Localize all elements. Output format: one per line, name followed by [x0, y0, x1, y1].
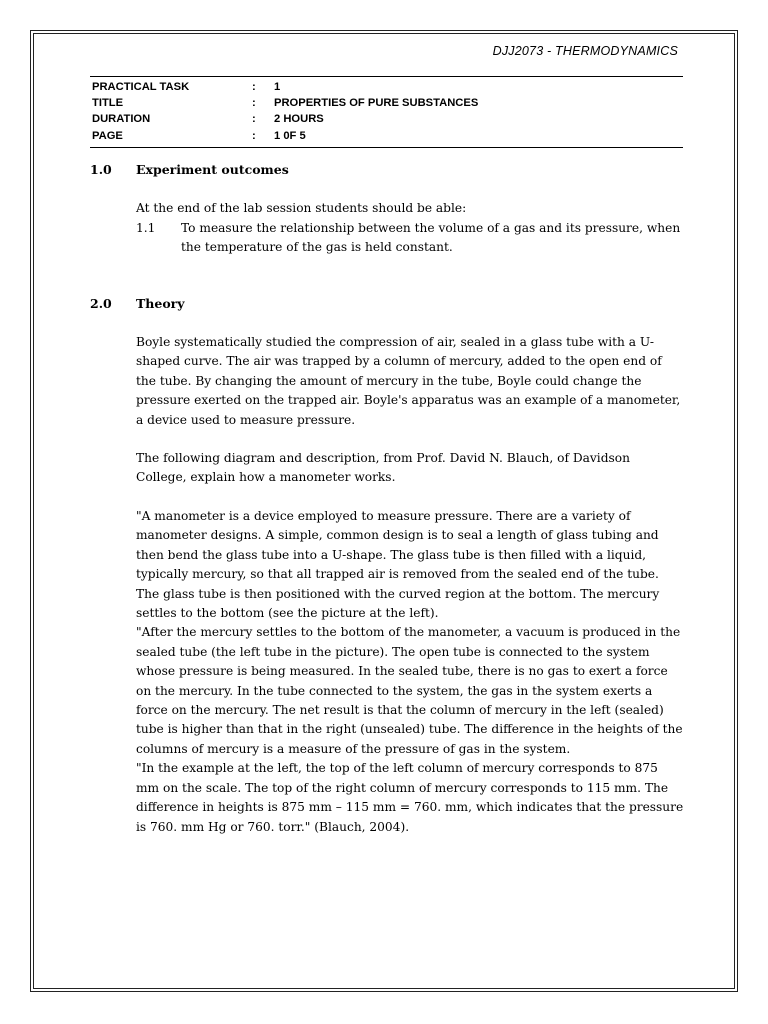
- info-sep: :: [252, 129, 256, 142]
- course-header: DJJ2073 - THERMODYNAMICS: [492, 44, 678, 58]
- quote-paragraph-2: "After the mercury settles to the bottom of the manometer, a vacuum is produced in the sealed tube (the left tube in the picture). The open tube is connected to the system whose pressure is being measured. In the sealed tube, there is no gas to exert a force on the mercury. In the tube connected to the system, the gas in the system exerts a force on the mercury. The net result is that the column of mercury in the left (sealed) tube is higher than that in the right (unsealed) tube. The difference in the heights of the columns of mercury is a measure of the pressure of gas in the system.: [136, 625, 683, 756]
- section-number: 2.0: [90, 296, 112, 311]
- outcome-text: To measure the relationship between the volume of a gas and its pressure, when the temperature of the gas is held constant.: [181, 221, 681, 255]
- header-rule-top: [90, 76, 683, 77]
- theory-paragraph-2: [136, 449, 684, 488]
- info-label: PRACTICAL TASK: [92, 81, 190, 93]
- header-rule-bottom: [90, 147, 683, 148]
- info-row-page: [92, 128, 478, 144]
- info-label: DURATION: [92, 113, 151, 126]
- info-value: 1: [274, 81, 281, 93]
- quote-paragraph-3: "In the example at the left, the top of the left column of mercury corresponds to 875 mm on the scale. The top of the right column of mercury corresponds to 115 mm. The difference in heights is 875 mm – 115 mm = 760. mm, which indicates that the pressure is 760. mm Hg or 760. torr." (Blauch, 2004).: [136, 761, 684, 834]
- theory-paragraph-1: [136, 333, 684, 430]
- section-title: Experiment outcomes: [136, 162, 289, 177]
- outcomes-intro: [136, 199, 684, 218]
- section-title: Theory: [136, 296, 185, 311]
- info-row-duration: [92, 111, 478, 127]
- info-sep: :: [252, 81, 256, 93]
- paragraph-text: Boyle systematically studied the compression of air, sealed in a glass tube with a U-shaped curve. The air was trapped by a column of mercury, added to the open end of the tube. By changing the amount of mercury in the tube, Boyle could change the pressure exerted on the trapped air. Boyle's apparatus was an example of a manometer, a device used to measure pressure.: [136, 335, 681, 427]
- info-row-title: [92, 95, 478, 111]
- info-label: PAGE: [92, 129, 123, 142]
- info-label: TITLE: [92, 97, 124, 110]
- section-number: 1.0: [90, 162, 112, 177]
- info-table: [92, 79, 478, 144]
- info-row-task: [92, 79, 478, 95]
- info-value: PROPERTIES OF PURE SUBSTANCES: [274, 97, 479, 110]
- section-heading-outcomes: [90, 162, 289, 177]
- info-value: 2 HOURS: [274, 113, 324, 126]
- info-value: 1 0F 5: [274, 129, 306, 142]
- theory-quote-block: [136, 507, 684, 837]
- info-sep: :: [252, 97, 256, 110]
- outcome-number: 1.1: [136, 221, 156, 235]
- outcome-item: [136, 219, 684, 258]
- section-heading-theory: [90, 296, 185, 311]
- paragraph-text: The following diagram and description, from Prof. David N. Blauch, of Davidson College, explain how a manometer works.: [136, 451, 630, 485]
- info-sep: :: [252, 113, 256, 126]
- intro-text: At the end of the lab session students should be able:: [136, 201, 467, 215]
- quote-paragraph-1: "A manometer is a device employed to measure pressure. There are a variety of manometer designs. A simple, common design is to seal a length of glass tubing and then bend the glass tube into a U-shape. The glass tube is then filled with a liquid, typically mercury, so that all trapped air is removed from the sealed end of the tube. The glass tube is then positioned with the curved region at the bottom. The mercury settles to the bottom (see the picture at the left).: [136, 509, 660, 621]
